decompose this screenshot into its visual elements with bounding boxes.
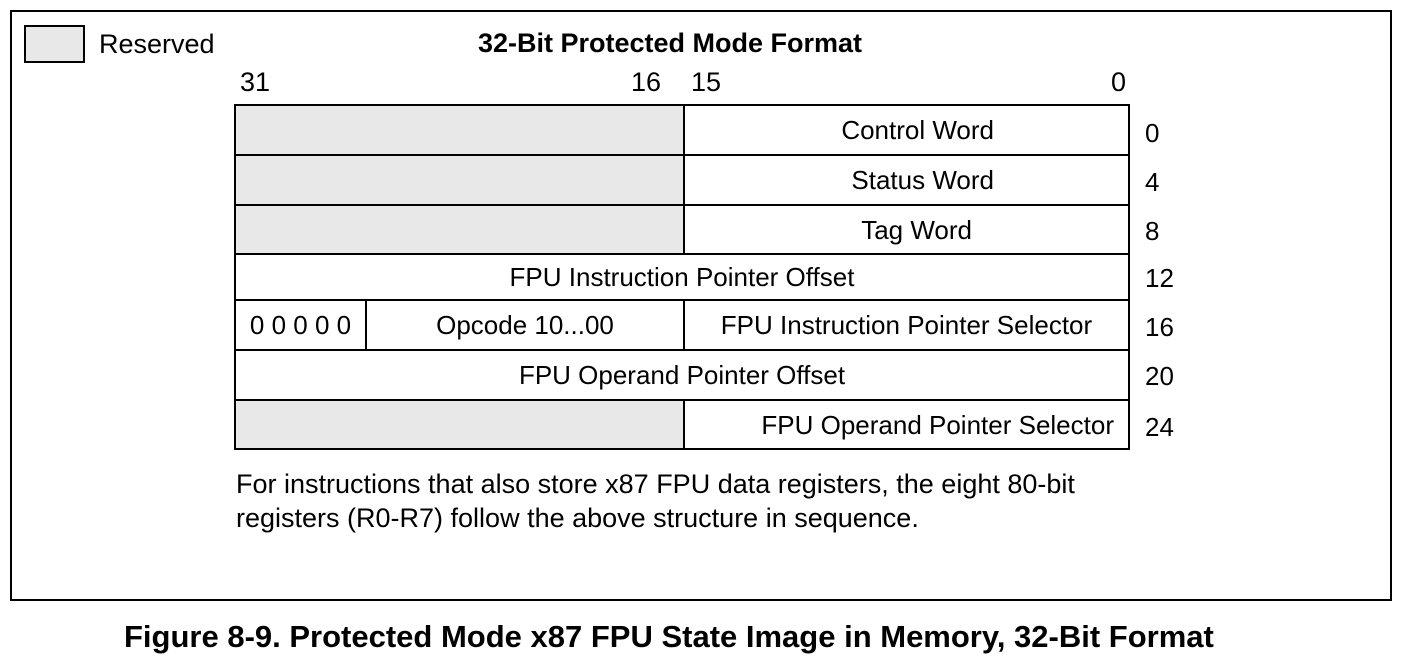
bit-label-16: 16 [631,67,662,97]
offset-label-12: 12 [1145,263,1174,293]
status-word-cell: Status Word [683,154,1130,206]
reserved-legend-label: Reserved [99,29,215,59]
bit-label-15: 15 [691,67,722,97]
opcode-cell: Opcode 10...00 [365,299,685,351]
fpu-instruction-pointer-selector-cell: FPU Instruction Pointer Selector [683,299,1130,351]
offset-label-8: 8 [1145,216,1160,246]
tag-word-cell: Tag Word [683,204,1130,255]
offset-label-24: 24 [1145,412,1174,442]
offset-label-0: 0 [1145,118,1160,148]
offset-label-4: 4 [1145,167,1160,197]
bit-label-31: 31 [240,67,271,97]
fpu-operand-pointer-selector-cell: FPU Operand Pointer Selector [683,399,1130,450]
fpu-operand-pointer-offset-cell: FPU Operand Pointer Offset [234,349,1130,401]
register-note: For instructions that also store x87 FPU data registers, the eight 80-bit registers (R0-R7) follow the above structure in sequence. [236,469,1075,533]
reserved-cell-row1 [234,154,685,206]
offset-label-16: 16 [1145,312,1174,342]
figure-caption: Figure 8-9. Protected Mode x87 FPU State Image in Memory, 32-Bit Format [124,619,1214,654]
reserved-legend-swatch [24,25,85,63]
diagram-title: 32-Bit Protected Mode Format [478,28,863,58]
bit-label-0: 0 [1111,67,1127,97]
reserved-cell-row2 [234,204,685,255]
fpu-instruction-pointer-offset-cell: FPU Instruction Pointer Offset [234,253,1130,301]
fpu-state-layout-table [234,104,1130,450]
reserved-cell-row0 [234,104,685,156]
zero-bits-cell: 0 0 0 0 0 [234,299,367,351]
offset-label-20: 20 [1145,361,1174,391]
control-word-cell: Control Word [683,104,1130,156]
reserved-cell-row6 [234,399,685,450]
